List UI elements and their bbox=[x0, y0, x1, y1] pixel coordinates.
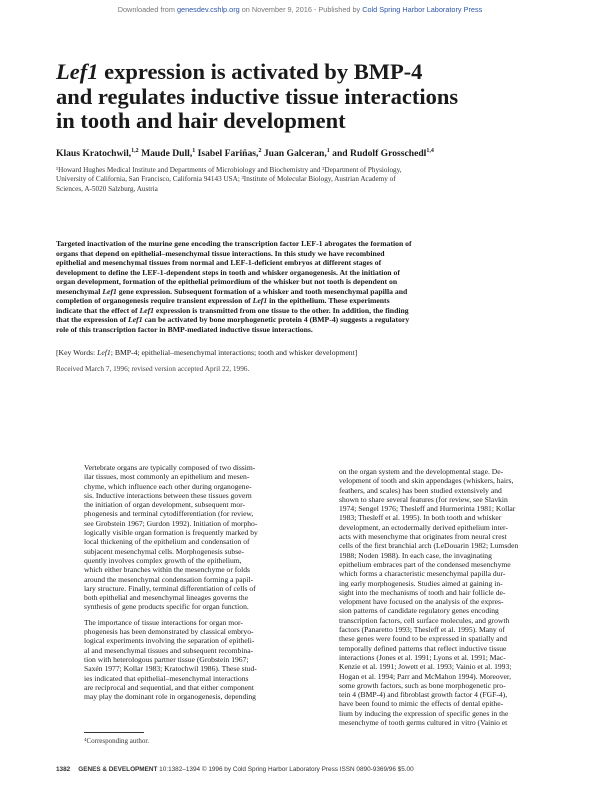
body-column-right bbox=[339, 467, 579, 727]
abstract bbox=[56, 239, 556, 334]
body-line: al and mesenchymal tissues and subsequent recombina- bbox=[84, 645, 254, 655]
abstract-gene: Lef1 bbox=[128, 315, 143, 324]
abstract-text: gene expression. Subsequent formation of a whisker and tooth mesenchymal papilla and bbox=[116, 286, 408, 296]
download-prefix: Downloaded from bbox=[117, 5, 177, 14]
body-line: Kenzie et al. 1991; Jowett et al. 1993; Vainio et al. 1993; bbox=[339, 662, 512, 672]
abstract-line bbox=[56, 296, 556, 306]
body-line: these genes were found to be expressed in spatially and bbox=[339, 634, 508, 644]
body-line: Saxén 1977; Kollar 1983; Kratochwil 1986). These stud- bbox=[84, 664, 257, 674]
keywords-label: [Key Words: bbox=[56, 348, 98, 357]
author-name: Klaus Kratochwil, bbox=[56, 148, 132, 160]
abstract-line: role of this transcription factor in BMP-mediated inductive tissue interactions. bbox=[56, 324, 313, 334]
author-sup: 1 bbox=[192, 148, 196, 154]
body-line: sight into the mechanisms of tooth and hair follicle de- bbox=[339, 587, 506, 597]
title-line-1 bbox=[56, 60, 576, 85]
affiliation-line: University of California, San Francisco, California 94143 USA; ³Institute of Molecular Biology, Austrian Academy of bbox=[56, 175, 396, 184]
body-line: The importance of tissue interactions for organ mor- bbox=[84, 617, 243, 627]
body-line: ing early morphogenesis. Studies aimed at gaining in- bbox=[339, 578, 503, 588]
body-line: transcription factors, cell surface molecules, and growth bbox=[339, 615, 510, 625]
abstract-text: expression is transmitted from one tissue to the other. In addition, the finding bbox=[153, 305, 409, 315]
abstract-gene: Lef1 bbox=[252, 296, 268, 305]
body-line: the initiation of organ development, subsequent mor- bbox=[84, 500, 246, 510]
abstract-text: mesenchymal bbox=[56, 286, 103, 296]
body-line: quently involves complex growth of the epithelium, bbox=[84, 555, 242, 565]
download-middle: on November 9, 2016 - Published by bbox=[239, 5, 363, 14]
body-line: ilar tissues, most commonly an epithelium and mesen- bbox=[84, 472, 250, 482]
body-line: subjacent mesenchymal cells. Morphogenesis subse- bbox=[84, 546, 245, 556]
publisher-link[interactable]: Cold Spring Harbor Laboratory Press bbox=[362, 5, 483, 14]
page-number: 1382 bbox=[56, 766, 71, 773]
author-sup: 1,2 bbox=[131, 148, 139, 154]
footnote-rule bbox=[84, 732, 144, 733]
abstract-line: epithelial and mesenchymal tissues from normal and LEF-1-deficient embryos at different stages of bbox=[56, 258, 382, 267]
body-line: acts with mesenchyme that originates from neural crest bbox=[339, 532, 507, 542]
body-line: which forms a characteristic mesenchymal papilla dur- bbox=[339, 569, 506, 579]
page-footer bbox=[56, 766, 414, 773]
author-sup: 1,4 bbox=[426, 148, 434, 154]
abstract-line: Targeted inactivation of the murine gene encoding the transcription factor LEF-1 abrogates the formation of bbox=[56, 239, 412, 248]
affiliation-line: Sciences, A-5020 Salzburg, Austria bbox=[56, 184, 158, 193]
body-line: ies indicated that epithelial–mesenchymal interactions bbox=[84, 673, 249, 683]
body-line: local thickening of the epithelium and condensation of bbox=[84, 537, 250, 547]
body-line: feathers, and scales) has been studied extensively and bbox=[339, 485, 502, 495]
author-conjunction: and bbox=[332, 148, 348, 160]
affiliation-line: ¹Howard Hughes Medical Institute and Departments of Microbiology and Biochemistry and ²Department of Physiology, bbox=[56, 166, 402, 174]
body-line: Vertebrate organs are typically composed of two dissim- bbox=[84, 463, 256, 472]
abstract-line bbox=[56, 315, 556, 325]
abstract-line bbox=[56, 306, 556, 316]
article-title bbox=[56, 60, 576, 134]
body-line: have been found to mimic the effects of dental epithe- bbox=[339, 699, 504, 709]
body-line: on the organ system and the developmental stage. De- bbox=[339, 467, 504, 476]
abstract-text: that the expression of bbox=[56, 315, 129, 324]
body-line: epithelium embraces part of the condensed mesenchyme bbox=[339, 559, 511, 569]
site-link[interactable]: genesdev.cshlp.org bbox=[176, 5, 240, 14]
body-line: both epithelial and mesenchymal lineages governs the bbox=[84, 593, 249, 603]
body-line: around the mesenchymal condensation forming a papil- bbox=[84, 574, 254, 584]
author-sup: 1 bbox=[326, 148, 330, 154]
body-line: Hogan et al. 1994; Parr and McMahon 1994). Moreover, bbox=[339, 671, 511, 681]
body-line: 1983; Thesleff et al. 1995). In both tooth and whisker bbox=[339, 513, 502, 523]
abstract-text: in the epithelium. These experiments bbox=[267, 296, 390, 305]
abstract-gene: Lef1 bbox=[102, 286, 117, 296]
keywords-list: ; BMP-4; epithelial–mesenchymal interactions; tooth and whisker development] bbox=[110, 348, 358, 357]
body-line: sis. Inductive interactions between these tissues govern bbox=[84, 490, 252, 500]
body-line: interactions (Jones et al. 1991; Lyons et al. 1991; Mac- bbox=[339, 652, 506, 662]
body-line: chyme, which influence each other during organogene- bbox=[84, 481, 252, 491]
body-line: are reciprocal and sequential, and that either component bbox=[84, 682, 254, 692]
abstract-gene: Lef1 bbox=[139, 305, 154, 315]
title-line-3: in tooth and hair development bbox=[56, 108, 346, 133]
abstract-text: indicate that the effect of bbox=[56, 305, 140, 315]
body-line: tein 4 (BMP-4) and fibroblast growth factor 4 (FGF-4), bbox=[339, 690, 508, 700]
affiliations bbox=[56, 166, 526, 194]
author-sup: 2 bbox=[258, 148, 262, 154]
abstract-line: organ development, formation of the epithelial primordium of the whisker but not tooth is dependent on bbox=[56, 277, 398, 286]
body-line: logically visible organ formation is frequently marked by bbox=[84, 528, 258, 538]
keywords bbox=[56, 348, 556, 357]
journal-name: GENES & DEVELOPMENT bbox=[78, 766, 158, 773]
body-line: tion with heterologous partner tissue (Grobstein 1967; bbox=[84, 654, 249, 664]
abstract-text: can be activated by bone morphogenetic protein 4 (BMP-4) suggests a regulatory bbox=[142, 315, 410, 324]
journal-citation: 10:1382–1394 © 1996 by Cold Spring Harbor Laboratory Press ISSN 0890-9369/96 $5.00 bbox=[157, 766, 414, 773]
body-line: temporally defined patterns that reflect inductive tissue bbox=[339, 643, 507, 653]
body-line: 1988; Noden 1988). In each case, the invaginating bbox=[339, 550, 492, 560]
title-line-2: and regulates inductive tissue interactions bbox=[56, 83, 459, 109]
body-line: factors (Panaretto 1993; Thesleff et al. 1995). Many of bbox=[339, 625, 505, 635]
author-list bbox=[56, 148, 576, 159]
body-line: logical experiments involving the separation of epitheli- bbox=[84, 636, 255, 646]
author-name: Isabel Fariñas, bbox=[197, 148, 259, 160]
body-line: development, an ectodermally derived epithelium inter- bbox=[339, 522, 508, 532]
author-name: Juan Galceran, bbox=[263, 148, 327, 160]
author-name: Maude Dull, bbox=[141, 148, 193, 160]
author-name: Rudolf Grosschedl bbox=[350, 148, 427, 160]
body-line: phogenesis and terminal cytodifferentiation (for review, bbox=[84, 509, 254, 519]
body-line: 1974; Sengel 1976; Thesleff and Hurmerinta 1981; Kollar bbox=[339, 504, 516, 514]
body-line: lary structure. Finally, terminal differentiation of cells of bbox=[84, 583, 256, 593]
download-banner bbox=[0, 5, 600, 14]
abstract-line bbox=[56, 287, 556, 297]
body-line: cells of the first branchial arch (LeDouarin 1982; Lumsden bbox=[339, 541, 519, 551]
abstract-line: development to define the LEF-1-dependent steps in tooth and whisker organogenesis. At the initiation of bbox=[56, 267, 400, 277]
title-line-1-text: expression is activated by BMP-4 bbox=[98, 59, 423, 84]
body-line: phogenesis has been demonstrated by classical embryo- bbox=[84, 627, 254, 637]
abstract-text: completion of organogenesis require transient expression of bbox=[56, 296, 253, 305]
body-column-left bbox=[84, 463, 324, 701]
body-line: some growth factors, such as bone morphogenetic pro- bbox=[339, 680, 506, 690]
received-date: Received March 7, 1996; revised version accepted April 22, 1996. bbox=[56, 364, 250, 373]
body-line: mesenchyme of tooth germs cultured in vitro (Vainio et bbox=[339, 718, 508, 728]
body-line: synthesis of gene products specific for organ function. bbox=[84, 602, 249, 612]
abstract-line: organs that depend on epithelial–mesenchymal tissue interactions. In this study we have recombined bbox=[56, 248, 385, 258]
body-line: which either branches within the mesenchyme or folds bbox=[84, 565, 250, 575]
body-line: shown to share several features (for review, see Slavkin bbox=[339, 494, 508, 504]
body-line: velopment of tooth and skin appendages (whiskers, hairs, bbox=[339, 476, 514, 486]
body-line: may play the dominant role in organogenesis, depending bbox=[84, 692, 256, 702]
body-line: velopment have focused on the analysis of the expres- bbox=[339, 597, 504, 607]
footnote: ⁴Corresponding author. bbox=[84, 737, 150, 745]
body-line: see Grobstein 1967; Gurdon 1992). Initiation of morpho- bbox=[84, 518, 258, 528]
body-line: lium by inducing the expression of specific genes in the bbox=[339, 708, 509, 718]
body-line: sion patterns of candidate regulatory genes encoding bbox=[339, 606, 499, 616]
keywords-gene: Lef1 bbox=[97, 348, 111, 357]
title-gene: Lef1 bbox=[56, 59, 99, 84]
